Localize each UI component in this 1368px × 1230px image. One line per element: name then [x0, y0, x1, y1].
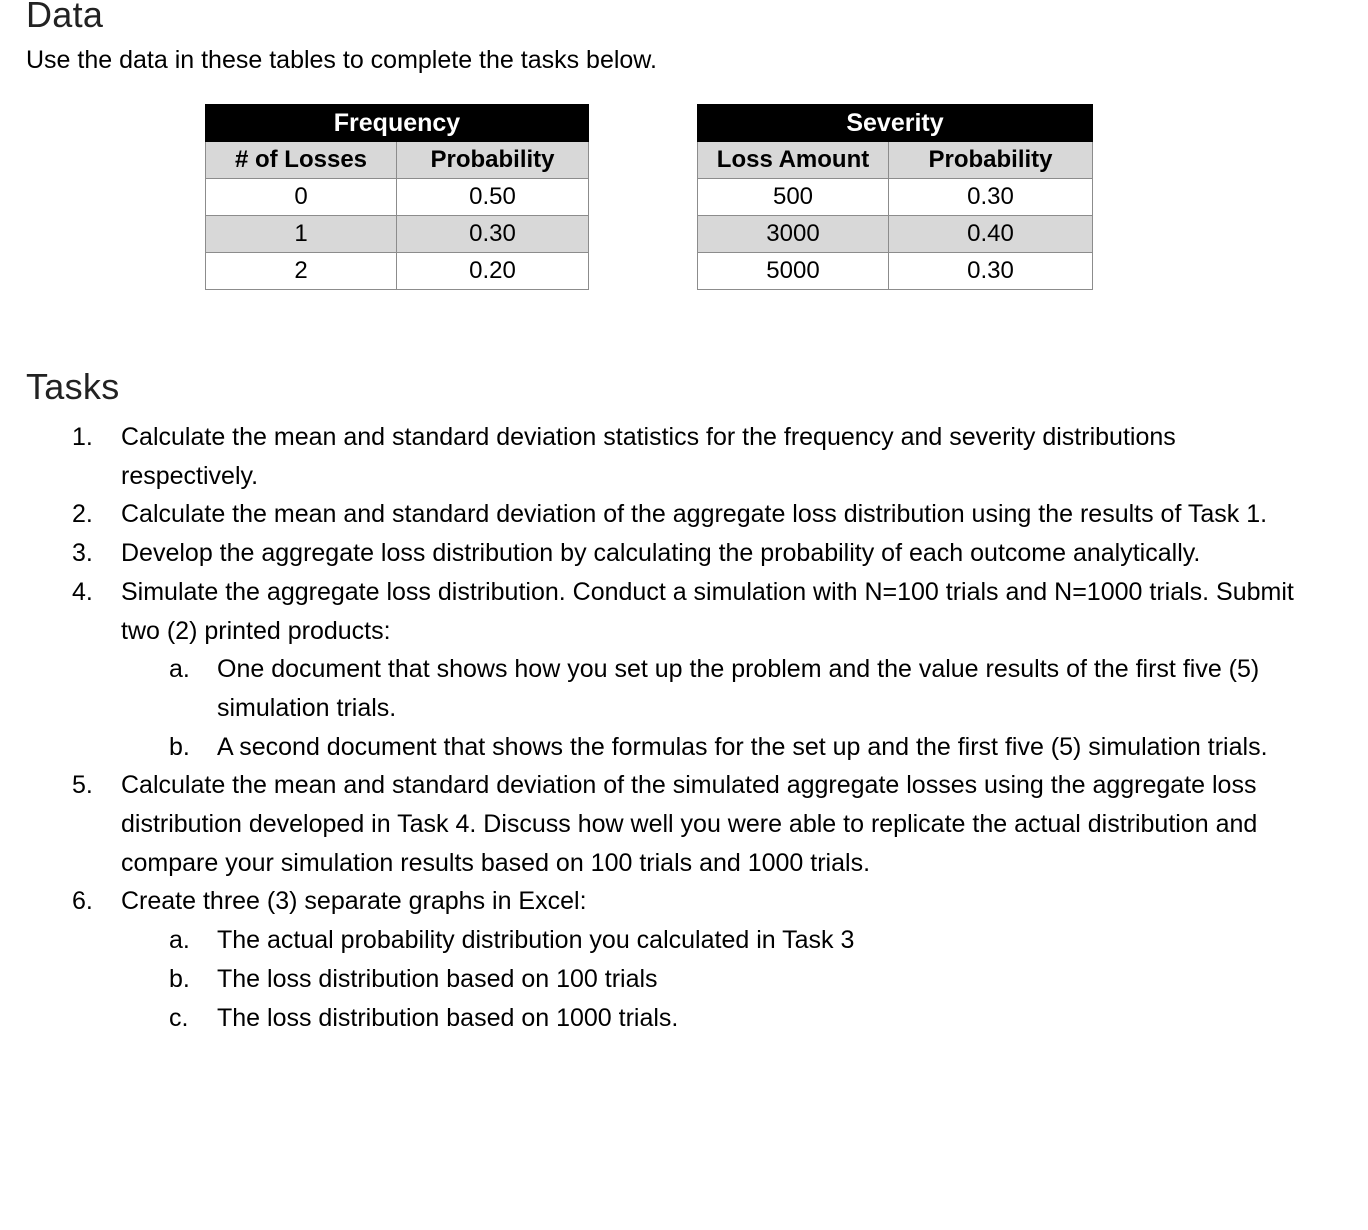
subtask-letter: a.: [169, 655, 190, 684]
severity-cell: 500: [698, 179, 889, 216]
task-text: Calculate the mean and standard deviation statistics for the frequency and severity distributions respectively.: [121, 423, 1176, 490]
task-item: [0, 573, 1368, 650]
subtask-text: A second document that shows the formulas for the set up and the first five (5) simulation trials.: [217, 732, 1268, 761]
task-number: 5.: [72, 771, 93, 800]
subtask-item: [0, 728, 1368, 767]
table-row: [206, 179, 589, 216]
tasks-heading: Tasks: [26, 366, 120, 407]
subtask-letter: b.: [169, 732, 190, 761]
severity-cell: 3000: [698, 216, 889, 253]
task-list: [0, 418, 1368, 1037]
table-row: [206, 253, 589, 290]
table-row: [698, 216, 1093, 253]
severity-cell: 0.40: [889, 216, 1093, 253]
task-number: 1.: [72, 423, 93, 451]
task-text: Simulate the aggregate loss distribution. Conduct a simulation with N=100 trials and N=1000 trials. Submit two (2) printed products:: [121, 577, 1294, 645]
subtask-text: The loss distribution based on 100 trials: [217, 964, 658, 993]
task-text: Create three (3) separate graphs in Excel:: [121, 887, 587, 916]
subtask-text: One document that shows how you set up the problem and the value results of the first five (5) simulation trials.: [217, 655, 1260, 722]
frequency-table-title: Frequency: [206, 105, 589, 142]
subtask-letter: c.: [169, 1003, 189, 1032]
frequency-header-losses: # of Losses: [206, 142, 397, 179]
task-number: 3.: [72, 539, 93, 568]
subtask-text: The actual probability distribution you calculated in Task 3: [217, 926, 855, 955]
table-row: [698, 253, 1093, 290]
subtask-item: [0, 921, 1368, 960]
severity-header-loss-amount: Loss Amount: [698, 142, 889, 179]
severity-cell: 0.30: [889, 253, 1093, 290]
severity-table: [697, 104, 1093, 290]
severity-header-probability: Probability: [889, 142, 1093, 179]
subtask-item: [0, 999, 1368, 1038]
frequency-cell: 0.20: [397, 253, 589, 290]
frequency-cell: 0.30: [397, 216, 589, 253]
task-number: 6.: [72, 887, 93, 916]
task-text: Calculate the mean and standard deviation of the simulated aggregate losses using the aggregate loss distribution developed in Task 4. Discuss how well you were able to replicate the actual distribution and compare your simulation results based on 100 trials and 1000 trials.: [121, 771, 1258, 877]
severity-table-title: Severity: [698, 105, 1093, 142]
task-item: [0, 882, 1368, 921]
frequency-cell: 0: [206, 179, 397, 216]
subtask-letter: a.: [169, 926, 190, 955]
frequency-cell: 0.50: [397, 179, 589, 216]
task-item: [0, 766, 1368, 882]
task-number: 4.: [72, 577, 93, 606]
data-heading: Data: [26, 0, 104, 35]
frequency-header-probability: Probability: [397, 142, 589, 179]
subtask-letter: b.: [169, 964, 190, 993]
severity-cell: 0.30: [889, 179, 1093, 216]
task-item: [0, 495, 1368, 534]
severity-cell: 5000: [698, 253, 889, 290]
frequency-cell: 2: [206, 253, 397, 290]
table-row: [698, 179, 1093, 216]
task-text: Calculate the mean and standard deviation of the aggregate loss distribution using the results of Task 1.: [121, 500, 1268, 529]
task-number: 2.: [72, 500, 93, 529]
task-item: [0, 418, 1368, 495]
task-text: Develop the aggregate loss distribution by calculating the probability of each outcome analytically.: [121, 539, 1201, 568]
subtask-item: [0, 650, 1368, 727]
table-row: [206, 216, 589, 253]
subtask-item: [0, 960, 1368, 999]
subtask-text: The loss distribution based on 1000 trials.: [217, 1003, 679, 1032]
frequency-cell: 1: [206, 216, 397, 253]
frequency-table: [205, 104, 589, 290]
task-item: [0, 534, 1368, 573]
data-intro: Use the data in these tables to complete the tasks below.: [26, 46, 657, 74]
